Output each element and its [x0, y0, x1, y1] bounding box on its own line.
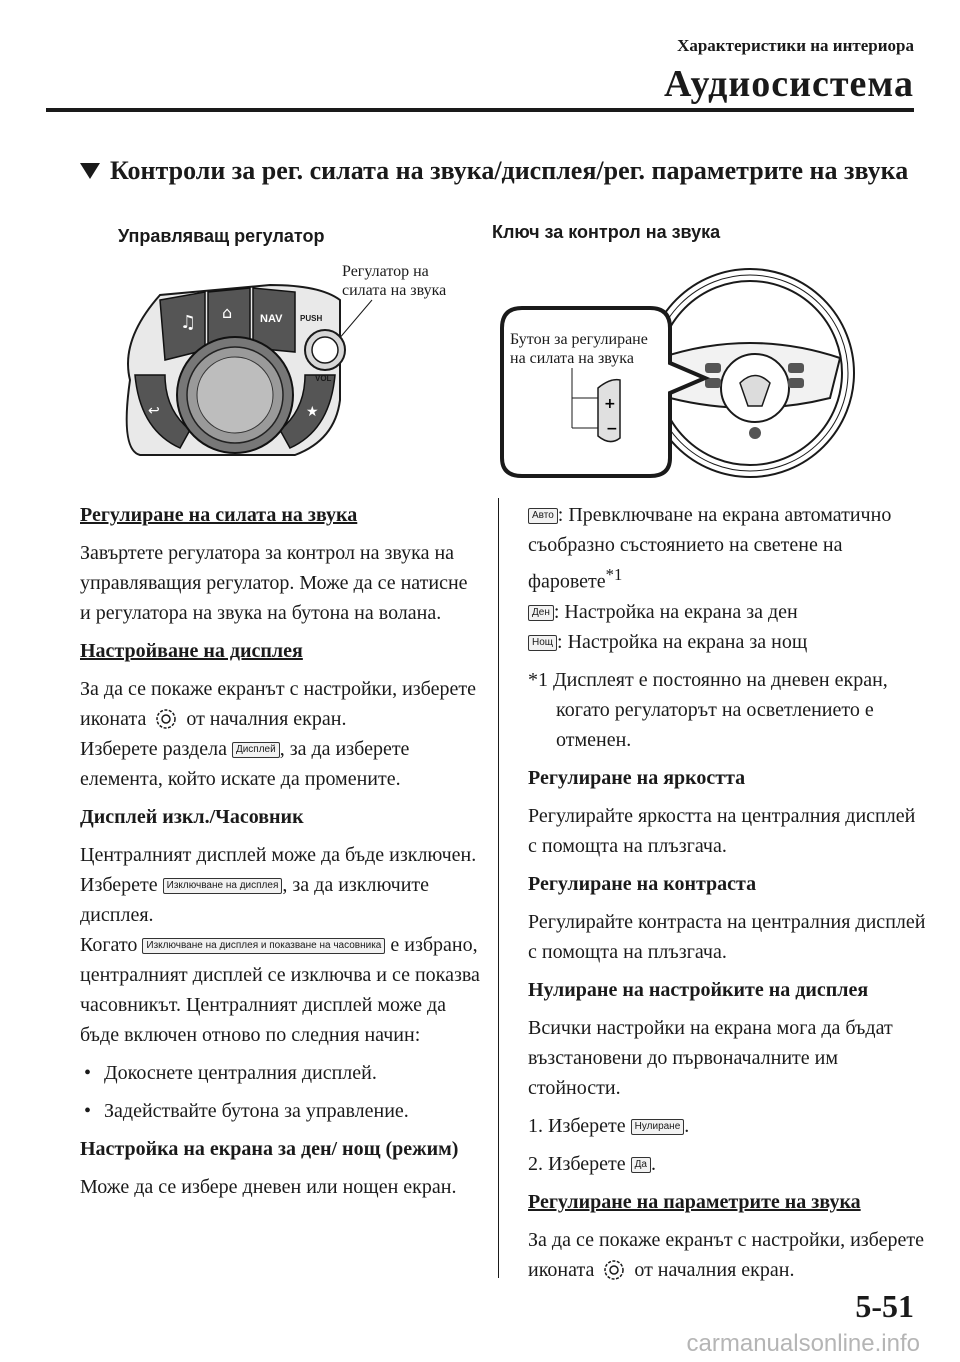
figure-label-commander: Управляващ регулатор	[118, 226, 325, 246]
paragraph-brightness: Регулирайте яркостта на централния дисплей с помощта на плъзгача.	[528, 804, 916, 857]
display-off-clock-button: Изключване на дисплея и показване на часовника	[142, 938, 385, 954]
vol-label: VOL	[315, 374, 332, 383]
paragraph-volume: Завъртете регулатора за контрол на звука на управляващия регулатор. Може да се натисне и регулатора на звука на бутона на волана.	[80, 542, 468, 624]
push-label: PUSH	[300, 314, 323, 323]
section-heading-text: Контроли за рег. силата на звука/дисплея/рег. параметрите на звука	[110, 156, 909, 185]
bullet-item: • Задействайте бутона за управление.	[80, 1096, 480, 1126]
volume-minus-icon: −	[606, 421, 618, 437]
step-1	[528, 1111, 928, 1141]
settings-gear-icon	[155, 708, 177, 730]
figure-label-steering: Ключ за контрол на звука	[492, 222, 721, 242]
text: .	[650, 1152, 656, 1175]
home-icon: ⌂	[222, 303, 233, 322]
volume-plus-icon: +	[604, 396, 616, 412]
paragraph-contrast: Регулирайте контраста на централния дисплей с помощта на плъзгача.	[528, 910, 926, 963]
heading-brightness: Регулиране на яркостта	[528, 766, 746, 789]
text: , за да изключите дисплея.	[80, 874, 430, 926]
section-heading	[80, 156, 908, 186]
text: За да се покаже екранът с настройки, изберете иконата	[528, 1228, 924, 1281]
paragraph-reset: Всички настройки на екрана мога да бъдат възстановени до първоначалните им стойности.	[528, 1016, 893, 1099]
text: .	[684, 1114, 690, 1137]
callout-line-2: силата на звука	[342, 282, 447, 299]
heading-display-off: Дисплей изкл./Часовник	[80, 806, 304, 828]
callout-line-2: на силата на звука	[510, 350, 634, 367]
display-tab-button: Дисплей	[232, 742, 280, 758]
text: За да се покаже екранът с настройки, изберете иконата	[80, 678, 476, 730]
header-divider	[46, 108, 914, 112]
text: от началния екран.	[634, 1258, 795, 1281]
nav-button-label: NAV	[260, 313, 283, 325]
heading-day-night: Настройка на екрана за ден/ нощ (режим)	[80, 1138, 459, 1160]
mode-auto-item	[528, 500, 928, 657]
callout-volume-switch	[510, 330, 648, 368]
music-icon: ♫	[180, 312, 197, 333]
text: Изберете раздела	[80, 738, 227, 760]
text: 1. Изберете	[528, 1114, 626, 1137]
day-mode-button: Ден	[528, 605, 554, 621]
night-mode-button: Нощ	[528, 635, 557, 651]
bullet-item: • Докоснете централния дисплей.	[80, 1058, 480, 1088]
favorite-icon: ★	[306, 404, 319, 420]
heading-reset: Нулиране на настройките на дисплея	[528, 978, 869, 1001]
left-column	[80, 500, 480, 1210]
footnote-ref: *1	[605, 565, 623, 584]
back-icon: ↩	[148, 403, 160, 419]
text: , за да изберете елемента, който искате да промените.	[80, 738, 410, 790]
steering-wheel-illustration	[500, 268, 865, 478]
text: Когато	[80, 934, 138, 956]
auto-mode-button: Авто	[528, 508, 558, 524]
triangle-marker-icon	[80, 163, 100, 179]
text: : Настройка на екрана за ден	[553, 600, 798, 623]
settings-gear-icon	[603, 1259, 625, 1281]
watermark: carmanualsonline.info	[686, 1330, 920, 1357]
display-off-button: Изключване на дисплея	[163, 878, 283, 894]
commander-control-illustration	[110, 280, 480, 465]
text: Централният дисплей може да бъде изключен. Изберете	[80, 844, 477, 896]
paragraph-display-settings	[80, 674, 480, 794]
heading-display-settings: Настройване на дисплея	[80, 640, 303, 662]
footnote: *1 Дисплеят е постоянно на дневен екран, когато регулаторът на осветлението е отменен.	[528, 668, 888, 751]
reset-button: Нулиране	[631, 1119, 685, 1135]
yes-button: Да	[631, 1157, 651, 1173]
step-2	[528, 1149, 928, 1179]
chapter-label: Характеристики на интериора	[677, 36, 914, 55]
heading-volume: Регулиране на силата на звука	[80, 504, 358, 526]
callout-line-1: Регулатор на	[342, 263, 429, 280]
column-divider	[498, 498, 499, 1278]
page-title: Аудиосистема	[663, 63, 914, 105]
text: 2. Изберете	[528, 1152, 626, 1175]
paragraph-day-night: Може да се избере дневен или нощен екран.	[80, 1176, 457, 1198]
paragraph-display-off	[80, 840, 480, 1050]
right-column	[528, 500, 928, 1293]
callout-line-1: Бутон за регулиране	[510, 331, 648, 348]
text: : Превключване на екрана автоматично съобразно състоянието на светене на фаровете	[528, 504, 892, 593]
text: от началния екран.	[186, 708, 347, 730]
heading-contrast: Регулиране на контраста	[528, 872, 757, 895]
page-number: 5-51	[855, 1288, 914, 1324]
paragraph-audio-settings	[528, 1225, 928, 1285]
heading-audio-settings: Регулиране на параметрите на звука	[528, 1190, 861, 1213]
text: е избрано, централният дисплей се изключва и се показва часовникът. Централният дисплей може да бъде включен отново по следния начин:	[80, 934, 480, 1046]
text: : Настройка на екрана за нощ	[557, 630, 808, 653]
